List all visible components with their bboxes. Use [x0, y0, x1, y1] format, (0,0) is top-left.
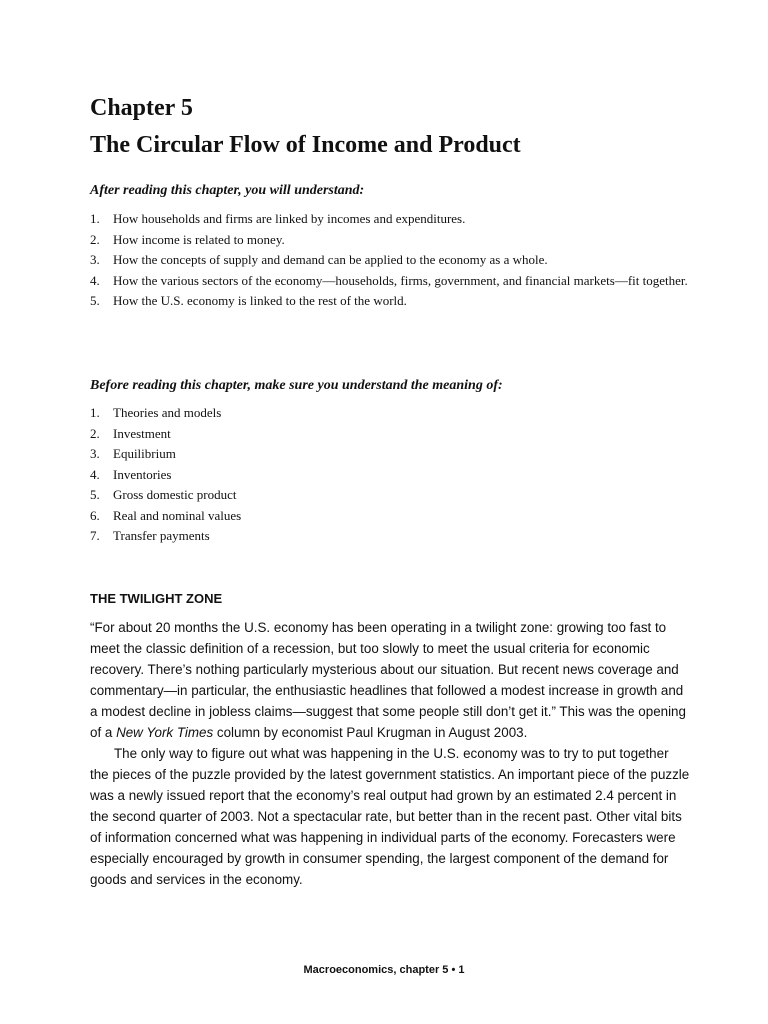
prerequisites-heading: Before reading this chapter, make sure you understand the meaning of:	[90, 378, 503, 393]
section-body	[90, 617, 690, 890]
list-item: 4. Inventories	[90, 466, 172, 482]
list-item: 1. How households and firms are linked by incomes and expenditures.	[90, 211, 466, 226]
body-paragraph: The only way to figure out what was happening in the U.S. economy was to try to put together the pieces of the puzzle provided by the latest government statistics. An important piece of the puzzle was a newly issued report that the economy’s real output had grown by an estimated 2.4 percent in the second quarter of 2003. Not a spectacular rate, but better than in the recent past. Other vital bits of information concerned what was happening in individual parts of the economy. Forecasters were especially encouraged by growth in consumer spending, the largest component of the demand for goods and services in the economy.	[90, 746, 690, 887]
list-item: 5. Gross domestic product	[90, 487, 237, 502]
section-heading: THE TWILIGHT ZONE	[90, 591, 223, 606]
list-item: 7. Transfer payments	[90, 528, 210, 543]
prerequisites-list	[90, 403, 690, 547]
objectives-heading: After reading this chapter, you will understand:	[90, 183, 365, 198]
newspaper-name: New York Times	[116, 725, 214, 740]
chapter-number: Chapter 5	[90, 95, 193, 121]
list-item: 3. Equilibrium	[90, 446, 176, 461]
list-item: 1. Theories and models	[90, 405, 222, 420]
list-item: 2. Investment	[90, 425, 171, 441]
page-footer: Macroeconomics, chapter 5 • 1	[303, 964, 465, 976]
list-item: 6. Real and nominal values	[90, 507, 242, 523]
list-item: 2. How income is related to money.	[90, 231, 285, 247]
body-paragraph: “For about 20 months the U.S. economy has been operating in a twilight zone: growing too fast to meet the classic definition of a recession, but too slowly to meet the usual criteria for economic recovery. There’s nothing particularly mysterious about our situation. But recent news coverage and commentary—in particular, the enthusiastic headlines that followed a modest increase in growth and a modest decline in jobless claims—suggest that some people still don’t get it.” This was the opening of a New York Times column by economist Paul Krugman in August 2003.	[90, 620, 686, 740]
objectives-list	[90, 209, 690, 312]
list-item: 4. How the various sectors of the economy—households, firms, government, and financial markets—fit together.	[90, 272, 688, 288]
list-item: 5. How the U.S. economy is linked to the rest of the world.	[90, 293, 407, 308]
chapter-title: The Circular Flow of Income and Product	[90, 132, 521, 158]
list-item: 3. How the concepts of supply and demand can be applied to the economy as a whole.	[90, 252, 548, 267]
